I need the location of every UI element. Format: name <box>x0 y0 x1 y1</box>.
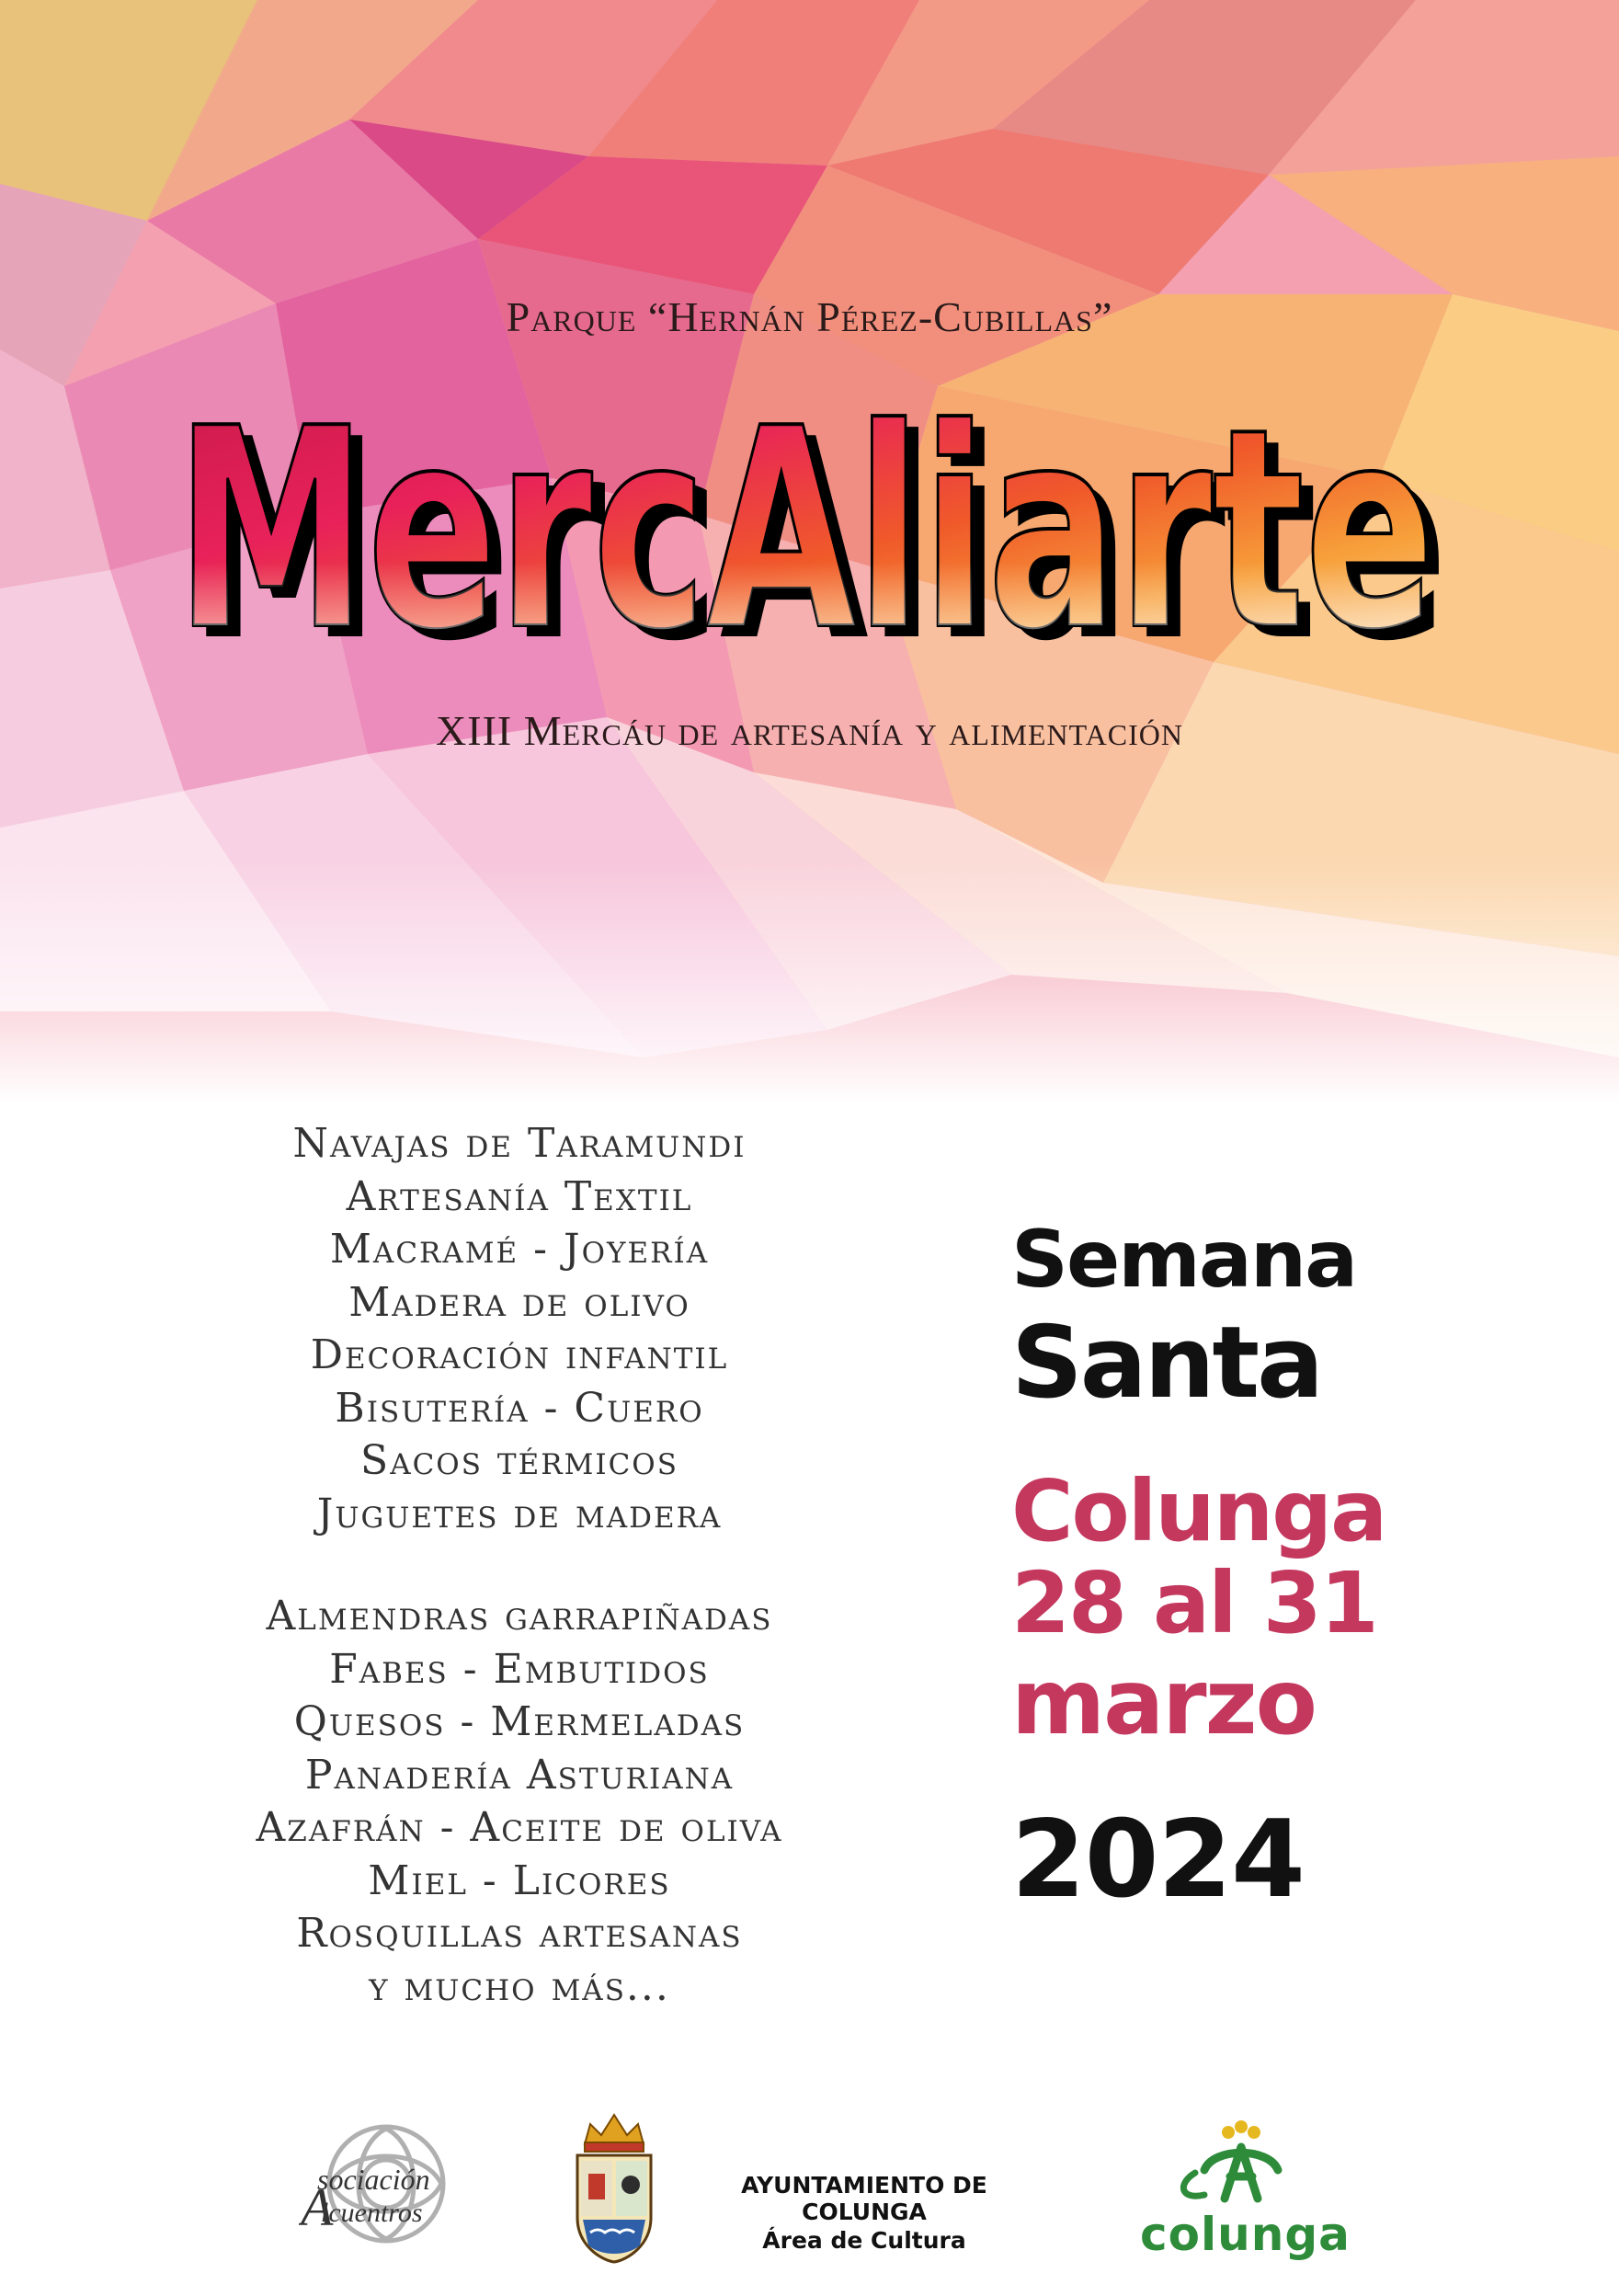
colunga-logo-text: colunga <box>1140 2208 1351 2261</box>
list-item: Almendras garrapiñadas <box>266 1593 773 1639</box>
event-year: 2024 <box>1011 1798 1305 1922</box>
title-logo <box>156 368 1463 671</box>
list-item: Bisutería - Cuero <box>335 1384 704 1432</box>
event-dates: 28 al 31 <box>1011 1554 1377 1652</box>
list-item: Fabes - Embutidos <box>329 1645 710 1693</box>
venue-text: Parque “Hernán Pérez-Cubillas” <box>506 293 1113 340</box>
list-item: Quesos - Mermeladas <box>293 1698 746 1745</box>
list-item: Miel - Licores <box>368 1856 671 1904</box>
event-line-santa: Santa <box>1011 1306 1322 1421</box>
list-item: Azafrán - Aceite de oliva <box>256 1804 783 1851</box>
title-highlight: MercAliarte <box>176 370 1435 671</box>
asociacion-alcuentros-logo <box>299 2106 473 2262</box>
event-line-semana: Semana <box>1011 1214 1357 1306</box>
crafts-list <box>184 1117 855 1540</box>
list-item: Navajas de Taramundi <box>292 1120 747 1167</box>
product-list <box>184 1117 855 2013</box>
ayuntamiento-block <box>680 2172 1048 2254</box>
list-item: Juguetes de madera <box>316 1490 723 1537</box>
food-list <box>184 1590 855 2013</box>
list-item: Rosquillas artesanas <box>296 1910 743 1957</box>
list-item: Madera de olivo <box>348 1278 690 1326</box>
list-item: Decoración infantil <box>310 1331 729 1378</box>
svg-text:A: A <box>301 2177 334 2237</box>
event-month: marzo <box>1011 1651 1316 1755</box>
list-item: Macramé - Joyería <box>329 1226 710 1273</box>
list-item: y mucho más... <box>369 1962 670 2010</box>
asociacion-text: sociación <box>317 2163 430 2196</box>
title-text: MercAliarte <box>176 370 1435 671</box>
title-shadow: MercAliarte <box>188 381 1448 671</box>
event-town: Colunga <box>1011 1462 1386 1560</box>
colunga-tourism-logo <box>1140 2119 1351 2271</box>
coat-of-arms-icon <box>572 2108 656 2264</box>
list-item: Sacos térmicos <box>360 1437 678 1484</box>
subtitle-text: XIII Mercáu de artesanía y alimentación <box>436 707 1183 754</box>
list-item: Artesanía Textil <box>346 1172 693 1220</box>
alcuentros-text: lcuentros <box>321 2198 423 2228</box>
ayuntamiento-name: AYUNTAMIENTO DE COLUNGA <box>741 2172 987 2225</box>
colunga-emblem-icon <box>1140 2119 1342 2211</box>
area-cultura: Área de Cultura <box>762 2227 966 2254</box>
list-item: Panadería Asturiana <box>304 1751 735 1799</box>
